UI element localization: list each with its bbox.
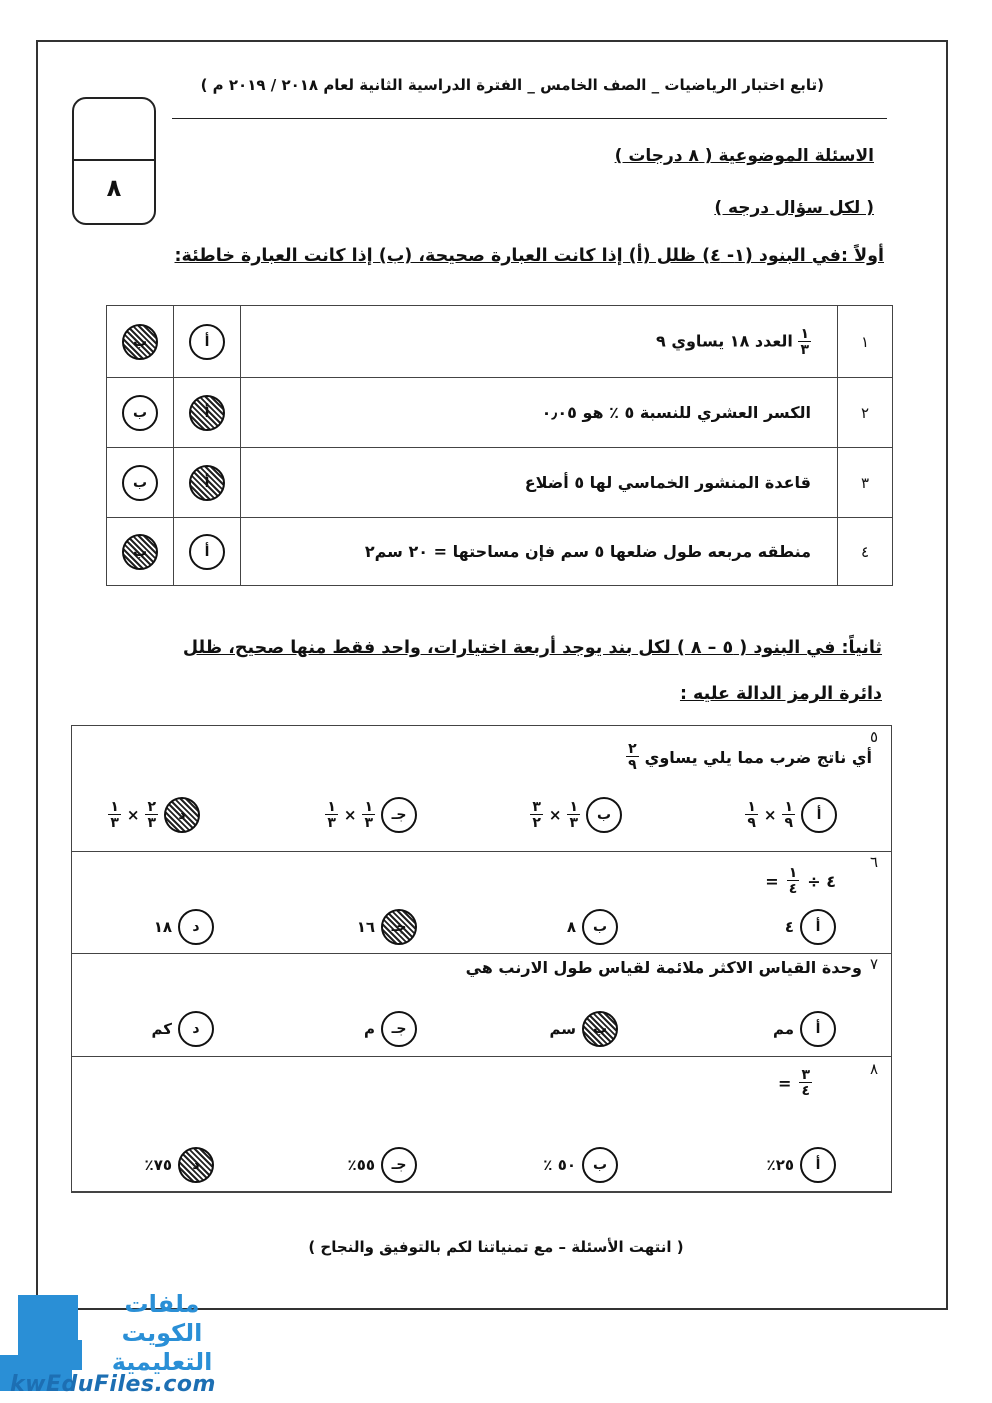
option-a-bubble[interactable]: أ [189,324,225,360]
choice-bubble[interactable]: جـ [381,909,417,945]
exam-header-title: (تابع اختبار الرياضيات _ الصف الخامس _ الفترة الدراسية الثانية لعام ٢٠١٨ / ٢٠١٩ م ) [200,76,824,94]
q6-choice: أ ٤ [785,909,836,945]
tf-option-a-cell [174,306,241,378]
tf-row [107,378,893,448]
tf-row [107,306,893,378]
option-b-bubble[interactable]: ب [122,465,158,501]
option-a-bubble[interactable]: أ [189,534,225,570]
tf-fraction: $\frac{١}{٣}$ [800,325,809,358]
option-b-bubble[interactable]: ب [122,324,158,360]
q8-choice: أ ٢٥٪ [767,1147,836,1183]
part2-instruction-line2: دائرة الرمز الدالة عليه : [679,684,882,704]
q5-stem [626,742,872,772]
choice-bubble[interactable]: ب [582,909,618,945]
q6-number: ٦ [870,853,879,871]
tf-option-b-cell [107,306,174,378]
header-divider [172,118,887,119]
q7-text: وحدة القياس الاكثر ملائمة لقياس طول الارنب هي [465,958,862,977]
q6-choice: د ١٨ [154,909,214,945]
q8-choice: د ٧٥٪ [145,1147,214,1183]
watermark-arabic: ملفات الكويت التعليمية [111,1290,213,1376]
tf-statement [241,518,838,586]
tf-statement-text: الكسر العشري للنسبة ٥ ٪ هو ٠٫٠٥ [541,403,811,422]
q6-fraction: $\frac{١}{٤}$ [788,865,798,897]
tf-row [107,518,893,586]
choice-bubble[interactable]: أ [800,1147,836,1183]
q5-number: ٥ [870,728,879,746]
tf-option-b-cell [107,378,174,448]
tf-number: ١ [838,306,893,378]
q6-equals: = [765,871,779,891]
choice-bubble[interactable]: د [164,797,200,833]
q6-choice: جـ ١٦ [357,909,417,945]
choice-bubble[interactable]: جـ [381,1011,417,1047]
option-b-bubble[interactable]: ب [122,534,158,570]
q5-text: أي ناتج ضرب مما يلي يساوي [644,747,872,767]
choice-bubble[interactable]: أ [801,797,837,833]
tf-row [107,448,893,518]
section-heading: الاسئلة الموضوعية ( ٨ درجات ) [614,146,874,166]
mc-bottom-border [71,1191,892,1193]
tf-statement-text: العدد ١٨ يساوي ٩ [655,331,793,350]
q6-text: ٤ ÷ [807,871,836,891]
choice-bubble[interactable]: ب [582,1011,618,1047]
option-a-bubble[interactable]: أ [189,395,225,431]
grade-value: ٨ [106,174,122,202]
option-b-bubble[interactable]: ب [122,395,158,431]
choice-bubble[interactable]: ب [586,797,622,833]
q6-stem [765,866,836,896]
tf-statement [241,448,838,518]
part2-instruction-line1: ثانياً: في البنود ( ٥ – ٨ ) لكل بند يوجد أربعة اختيارات، واحد فقط منها صحيح، ظلل [182,638,882,658]
tf-number: ٢ [838,378,893,448]
choice-bubble[interactable]: د [178,909,214,945]
q5-choice: أ $\frac{١}{٩}$ × $\frac{١}{٩}$ [745,797,837,833]
q7-choice: ب سم [549,1011,618,1047]
per-question-note: ( لكل سؤال درجه ) [714,198,874,218]
q5-choice: ب $\frac{١}{٣}$ × $\frac{٣}{٢}$ [530,797,622,833]
choice-bubble[interactable]: جـ [381,797,417,833]
tf-option-a-cell [174,448,241,518]
tf-number: ٣ [838,448,893,518]
tf-option-b-cell [107,518,174,586]
choice-bubble[interactable]: د [178,1147,214,1183]
tf-option-a-cell [174,378,241,448]
q8-fraction: $\frac{٣}{٤}$ [801,1067,810,1099]
footer-note: ( انتهت الأسئلة – مع تمنياتنا لكم بالتوفيق والنجاح ) [308,1238,684,1256]
q5-fraction: $\frac{٢}{٩}$ [628,741,637,773]
part1-instruction: أولاً :في البنود (١- ٤) ظلل (أ) إذا كانت العبارة صحيحة، (ب) إذا كانت العبارة خاطئة: [174,246,884,266]
q8-equals: = [778,1073,792,1093]
q7-choice: د كم [152,1011,215,1047]
grade-box [72,97,156,225]
true-false-table [106,305,893,586]
option-a-bubble[interactable]: أ [189,465,225,501]
q8-number: ٨ [870,1060,879,1078]
watermark-url: kwEduFiles.com [10,1372,216,1397]
q7-choice: جـ م [364,1011,417,1047]
q6-choice: ب ٨ [567,909,618,945]
q5-choice: جـ $\frac{١}{٣}$ × $\frac{١}{٣}$ [325,797,417,833]
choice-bubble[interactable]: أ [800,909,836,945]
q5-choice: د $\frac{٢}{٣}$ × $\frac{١}{٣}$ [108,797,200,833]
choice-bubble[interactable]: د [178,1011,214,1047]
q8-stem [778,1068,812,1098]
choice-bubble[interactable]: جـ [381,1147,417,1183]
q7-choice: أ مم [773,1011,836,1047]
tf-statement-text: قاعدة المنشور الخماسي لها ٥ أضلاع [524,473,811,492]
tf-statement [241,306,838,378]
tf-option-b-cell [107,448,174,518]
choice-bubble[interactable]: أ [800,1011,836,1047]
tf-option-a-cell [174,518,241,586]
q7-number: ٧ [870,955,879,973]
tf-statement-text: منطقه مربعه طول ضلعها ٥ سم فإن مساحتها = ٢٠ سم٢ [364,542,811,561]
choice-bubble[interactable]: ب [582,1147,618,1183]
q8-choice: ب ٥٠ ٪ [543,1147,618,1183]
q8-choice: جـ ٥٥٪ [348,1147,417,1183]
tf-statement [241,378,838,448]
tf-number: ٤ [838,518,893,586]
